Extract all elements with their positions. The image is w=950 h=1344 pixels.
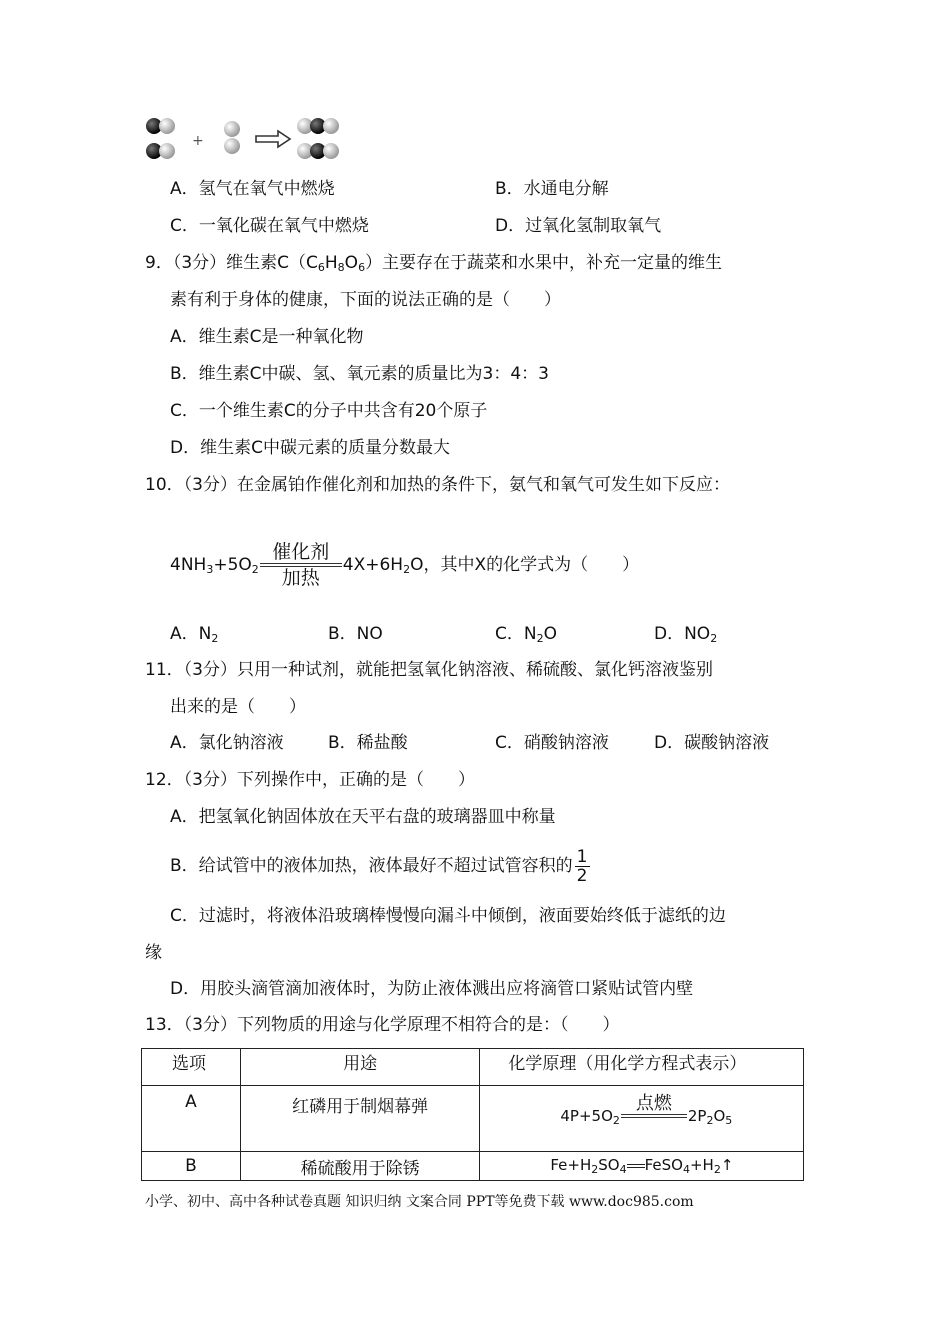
q8-option-c[interactable]: C．一氧化碳在氧气中燃烧: [170, 216, 369, 236]
row-a-option: A: [142, 1086, 241, 1152]
equals-sign: [627, 1164, 645, 1168]
q10-option-c[interactable]: C．$N_2O$: [495, 624, 557, 645]
row-b-option: B: [142, 1152, 241, 1181]
q11-stem-line-1: 11．（3分）只用一种试剂，就能把氢氧化钠溶液、稀硫酸、氯化钙溶液鉴别: [145, 660, 713, 680]
q10-stem: 10．（3分）在金属铂作催化剂和加热的条件下，氨气和氧气可发生如下反应：: [145, 475, 730, 495]
page-footer: 小学、初中、高中各种试卷真题 知识归纳 文案合同 PPT等免费下载 www.doc985.com: [145, 1194, 694, 1210]
q10-option-a[interactable]: A．$N_2$: [170, 624, 219, 645]
q10-equation: $4NH_3+5O_2$ 催化剂 加热 $4X+6H_2O$，其中X的化学式为（ ）: [170, 541, 640, 589]
q9-option-a[interactable]: A．维生素C是一种氧化物: [170, 327, 364, 347]
q9-option-c[interactable]: C．一个维生素C的分子中共含有20个原子: [170, 401, 488, 421]
q8-option-a[interactable]: A．氢气在氧气中燃烧: [170, 179, 335, 199]
q9-stem-line-2: 素有利于身体的健康，下面的说法正确的是（ ）: [170, 290, 561, 310]
arrow-icon: [256, 131, 290, 147]
row-b-use: 稀硫酸用于除锈: [240, 1152, 479, 1181]
q12-option-b[interactable]: B．给试管中的液体加热，液体最好不超过试管容积的 $\frac{1}{2}$: [170, 846, 588, 886]
product-molecules: [297, 118, 339, 159]
molecule-reaction-diagram: [140, 112, 355, 164]
q12-option-d[interactable]: D．用胶头滴管滴加液体时，为防止液体溅出应将滴管口紧贴试管内壁: [170, 979, 694, 999]
table-row-b: [142, 1152, 804, 1181]
q11-option-d[interactable]: D．碳酸钠溶液: [654, 733, 770, 753]
q12-stem: 12．（3分）下列操作中，正确的是（ ）: [145, 770, 475, 790]
condition-ignite: 点燃: [621, 1094, 687, 1138]
q11-stem-line-2: 出来的是（ ）: [170, 697, 306, 717]
q13-table: [141, 1048, 804, 1181]
header-option: 选项: [142, 1049, 241, 1086]
q12-option-a[interactable]: A．把氢氧化钠固体放在天平右盘的玻璃器皿中称量: [170, 807, 556, 827]
q10-option-d[interactable]: D．$NO_2$: [654, 624, 718, 645]
q12-option-c-line-1[interactable]: C．过滤时，将液体沿玻璃棒慢慢向漏斗中倾倒，液面要始终低于滤纸的边: [170, 906, 726, 926]
q9-stem-line-1: 9．（3分）维生素$C(C_6H_8O_6)$主要存在于蔬菜和水果中，补充一定量的维生: [145, 253, 723, 274]
q11-option-a[interactable]: A．氯化钠溶液: [170, 733, 284, 753]
q8-option-b[interactable]: B．水通电分解: [495, 179, 609, 199]
reactant-molecules-1: [146, 118, 175, 159]
table-row-a: [142, 1086, 804, 1152]
q9-option-b[interactable]: B．维生素C中碳、氢、氧元素的质量比为3：4：3: [170, 364, 549, 384]
svg-text:+: +: [192, 133, 204, 149]
reactant-molecule-2: [224, 121, 240, 154]
reaction-condition: 催化剂 加热: [260, 541, 342, 589]
q10-option-b[interactable]: B．NO: [328, 624, 383, 644]
q11-option-c[interactable]: C．硝酸钠溶液: [495, 733, 609, 753]
header-use: 用途: [240, 1049, 479, 1086]
header-principle: 化学原理（用化学方程式表示）: [480, 1049, 804, 1086]
q8-option-d[interactable]: D．过氧化氢制取氧气: [495, 216, 662, 236]
q12-option-c-line-2: 缘: [145, 943, 162, 963]
q13-stem: 13．（3分）下列物质的用途与化学原理不相符合的是：（ ）: [145, 1015, 620, 1035]
row-a-equation: $4P+5O_2$ 点燃 $2P_2O_5$: [480, 1086, 804, 1152]
q9-option-d[interactable]: D．维生素C中碳元素的质量分数最大: [170, 438, 450, 458]
q11-option-b[interactable]: B．稀盐酸: [328, 733, 408, 753]
row-b-equation: $Fe+H_2SO_4$ $FeSO_4+H_2↑$: [480, 1152, 804, 1181]
row-a-use: 红磷用于制烟幕弹: [240, 1086, 479, 1152]
fraction-one-half: $\frac{1}{2}$: [576, 846, 588, 886]
table-header-row: [142, 1049, 804, 1086]
